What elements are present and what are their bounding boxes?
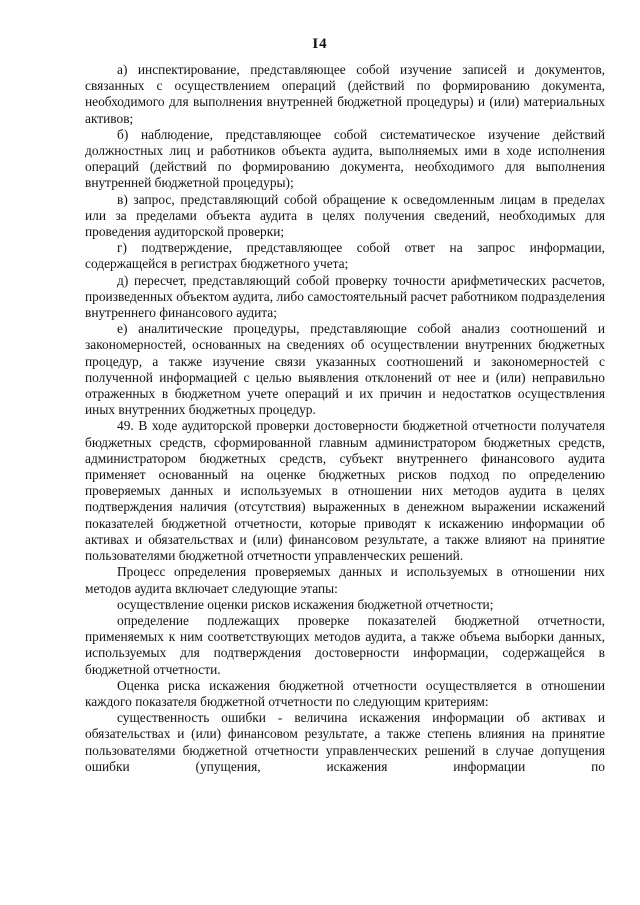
paragraph-materiality: существенность ошибки - величина искажения информации об активах и обязательствах и (или) финансовом результате, а также степень влияния на принятие пользователями бюджетной отчетности управленческих решений в случае допущения ошибки (упущения, искажения информации по — [85, 710, 605, 774]
document-body — [85, 62, 605, 775]
paragraph-d-confirmation: г) подтверждение, представляющее собой ответ на запрос информации, содержащейся в регистрах бюджетного учета; — [85, 240, 605, 272]
paragraph-a-inspection: а) инспектирование, представляющее собой изучение записей и документов, связанных с осуществлением операций (действий по формированию документа, необходимого для выполнения внутренней бюджетной процедуры) и (или) материальных активов; — [85, 62, 605, 126]
paragraph-risk-assessment-criteria: Оценка риска искажения бюджетной отчетности осуществляется в отношении каждого показателя бюджетной отчетности по следующим критериям: — [85, 677, 605, 709]
paragraph-b-observation: б) наблюдение, представляющее собой систематическое изучение действий должностных лиц и работников объекта аудита, выполняемых ими в ходе исполнения операций (действий по формированию документа, необходимого для выполнения внутренней бюджетной процедуры); — [85, 126, 605, 191]
paragraph-e-recalculation: д) пересчет, представляющий собой проверку точности арифметических расчетов, произведенных объектом аудита, либо самостоятельный расчет работником подразделения внутреннего финансового аудита; — [85, 272, 605, 321]
paragraph-process-stages: Процесс определения проверяемых данных и используемых в отношении них методов аудита включает следующие этапы: — [85, 564, 605, 596]
paragraph-f-analytical-procedures: е) аналитические процедуры, представляющие собой анализ соотношений и закономерностей, основанных на сведениях об осуществлении внутренних бюджетных процедур, а также изучение связи указанных соотношений и закономерностей с полученной информацией с целью выявления отклонений от нее и (или) неправильно отраженных в бюджетном учете операций и их причин и недостатков осуществления иных внутренних бюджетных процедур. — [85, 321, 605, 418]
paragraph-c-inquiry: в) запрос, представляющий собой обращение к осведомленным лицам в пределах или за пределами объекта аудита в целях получения сведений, необходимых для проведения аудиторской проверки; — [85, 191, 605, 240]
page-number: I4 — [312, 36, 328, 52]
paragraph-stage-risk-assessment: осуществление оценки рисков искажения бюджетной отчетности; — [117, 596, 494, 612]
paragraph-49: 49. В ходе аудиторской проверки достоверности бюджетной отчетности получателя бюджетных средств, сформированной главным администратором бюджетных средств, администратором бюджетных средств, субъект внутреннего финансового аудита применяет основанный на оценке бюджетных рисков подход по определению проверяемых данных и используемых в отношении них методов аудита в целях подтверждения наличия (отсутствия) выраженных в денежном выражении искажений показателей бюджетной отчетности, которые приводят к искажению информации об активах и обязательствах и (или) финансовом результате, а также влияют на принятие пользователями бюджетной отчетности управленческих решений. — [85, 418, 605, 564]
paragraph-stage-determination: определение подлежащих проверке показателей бюджетной отчетности, применяемых к ним соответствующих методов аудита, а также объема выборки данных, используемых для подтверждения достоверности информации, содержащейся в бюджетной отчетности. — [85, 612, 605, 677]
